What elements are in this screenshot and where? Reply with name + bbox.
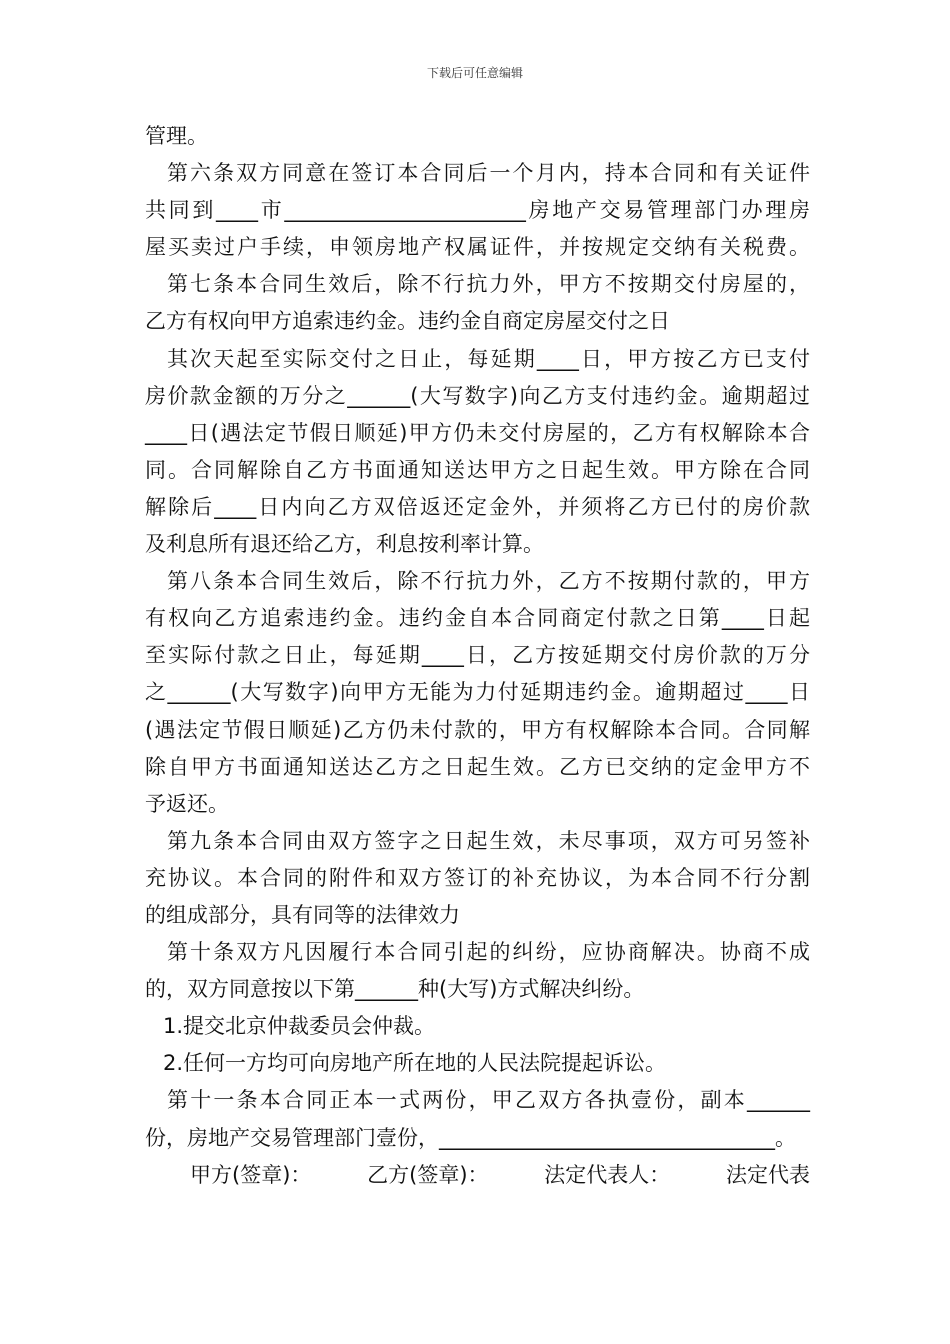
- text-line: 解除后____日内向乙方双倍返还定金外，并须将乙方已付的房价款: [145, 494, 810, 519]
- text-line: 第七条本合同生效后，除不行抗力外，甲方不按期交付房屋的，: [167, 272, 810, 297]
- text-line: 1.提交北京仲裁委员会仲裁。: [163, 1014, 436, 1039]
- text-line: 除自甲方书面通知送达乙方之日起生效。乙方已交纳的定金甲方不: [145, 754, 810, 779]
- text-line: 第六条双方同意在签订本合同后一个月内，持本合同和有关证件: [167, 161, 810, 186]
- text-line: ____日(遇法定节假日顺延)甲方仍未交付房屋的，乙方有权解除本合: [145, 420, 810, 445]
- document-body: [145, 118, 810, 1194]
- text-line: 同。合同解除自乙方书面通知送达甲方之日起生效。甲方除在合同: [145, 457, 810, 482]
- legal-representative-label: 法定代表人：: [544, 1162, 671, 1187]
- text-line: 房价款金额的万分之______(大写数字)向乙方支付违约金。逾期超过: [145, 383, 810, 408]
- text-line: 份，房地产交易管理部门壹份，________________________________。: [145, 1125, 796, 1150]
- text-line: 第九条本合同由双方签字之日起生效，未尽事项，双方可另签补: [167, 828, 810, 853]
- text-line: 第十条双方凡因履行本合同引起的纠纷，应协商解决。协商不成: [167, 940, 810, 965]
- text-line: 管理。: [145, 124, 208, 148]
- text-line: 之______(大写数字)向甲方无能为力付延期违约金。逾期超过____日: [145, 680, 810, 705]
- text-line: 的，双方同意按以下第______种(大写)方式解决纠纷。: [145, 977, 645, 1002]
- text-line: 共同到____市_______________________房地产交易管理部门办理房: [145, 198, 810, 223]
- text-line: 第八条本合同生效后，除不行抗力外，乙方不按期付款的，甲方: [167, 569, 810, 594]
- text-line: (遇法定节假日顺延)乙方仍未付款的，甲方有权解除本合同。合同解: [145, 717, 810, 742]
- text-line: 其次天起至实际交付之日止，每延期____日，甲方按乙方已支付: [167, 346, 810, 371]
- text-line: 及利息所有退还给乙方，利息按利率计算。: [145, 532, 544, 557]
- text-line: 2.任何一方均可向房地产所在地的人民法院提起诉讼。: [163, 1051, 667, 1076]
- party-a-signature-label: 甲方(签章)：: [190, 1162, 312, 1187]
- text-line: 乙方有权向甲方追索违约金。违约金自商定房屋交付之日: [145, 309, 670, 334]
- text-line: 屋买卖过户手续，申领房地产权属证件，并按规定交纳有关税费。: [145, 235, 810, 260]
- contract-text: [145, 118, 810, 1157]
- legal-representative-label-2: 法定代表: [725, 1162, 810, 1187]
- text-line: 予返还。: [145, 791, 229, 816]
- page-header: 下载后可任意编辑: [426, 66, 523, 80]
- text-line: 至实际付款之日止，每延期____日，乙方按延期交付房价款的万分: [145, 643, 810, 668]
- text-line: 充协议。本合同的附件和双方签订的补充协议，为本合同不行分割: [145, 865, 810, 890]
- text-line: 第十一条本合同正本一式两份，甲乙双方各执壹份，副本______: [167, 1088, 810, 1113]
- text-line: 有权向乙方追索违约金。违约金自本合同商定付款之日第____日起: [145, 606, 810, 631]
- signature-row: [145, 1157, 810, 1194]
- party-b-signature-label: 乙方(签章)：: [367, 1162, 489, 1187]
- text-line: 的组成部分，具有同等的法律效力: [145, 902, 460, 927]
